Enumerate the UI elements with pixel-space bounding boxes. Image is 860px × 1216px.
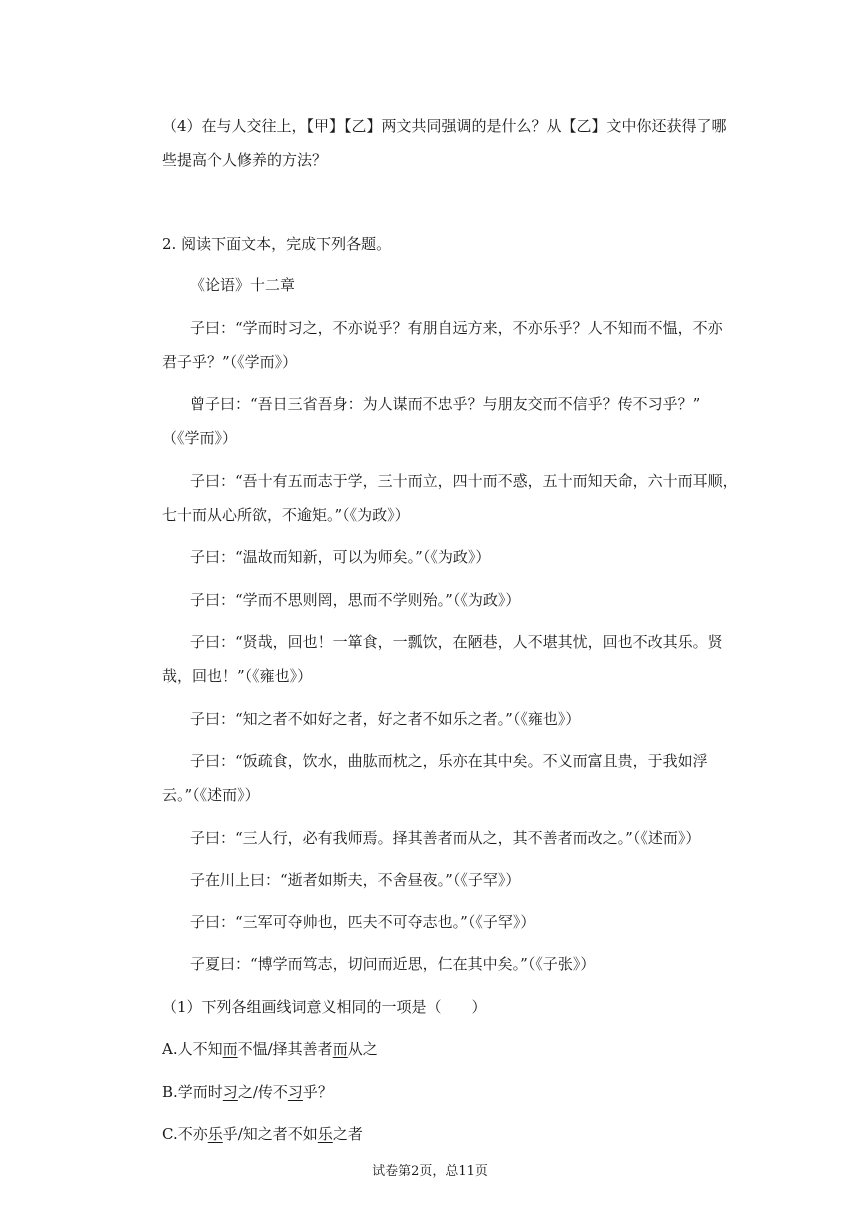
paragraph-8-line-2: 云。”（《述而》）	[162, 786, 260, 804]
paragraph-9: 子曰：“三人行，必有我师焉。择其善者而从之，其不善者而改之。”（《述而》）	[190, 829, 701, 847]
paragraph-5: 子曰：“学而不思则罔，思而不学则殆。”（《为政》）	[190, 591, 521, 609]
paragraph-10: 子在川上曰：“逝者如斯夫，不舍昼夜。”（《子罕》）	[190, 871, 521, 889]
option-a: A.人不知而不愠/择其善者而从之	[162, 1040, 378, 1058]
paragraph-3-line-2: 七十而从心所欲，不逾矩。”（《为政》）	[162, 506, 410, 524]
page-footer: 试卷第2页，总11页	[372, 1164, 488, 1179]
paragraph-4: 子曰：“温故而知新，可以为师矣。”（《为政》）	[190, 548, 491, 566]
question-4-line-2: 些提高个人修养的方法？	[162, 151, 328, 169]
paragraph-6-line-2: 哉，回也！”（《雍也》）	[162, 667, 313, 685]
paragraph-2-line-1: 曾子曰：“吾日三省吾身：为人谋而不忠乎？与朋友交而不信乎？传不习乎？”	[190, 395, 701, 413]
paragraph-3-line-1: 子曰：“吾十有五而志于学，三十而立，四十而不惑，五十而知天命，六十而耳顺，	[190, 472, 738, 490]
paragraph-6-line-1: 子曰：“贤哉，回也！一箪食，一瓢饮，在陋巷，人不堪其忧，回也不改其乐。贤	[190, 633, 723, 651]
paragraph-1-line-2: 君子乎？”（《学而》）	[162, 353, 298, 371]
option-c: C.不亦乐乎/知之者不如乐之者	[162, 1125, 363, 1143]
paragraph-7: 子曰：“知之者不如好之者，好之者不如乐之者。”（《雍也》）	[190, 710, 581, 728]
paragraph-2-line-2: （《学而》）	[162, 429, 238, 447]
question-2-heading: 2. 阅读下面文本，完成下列各题。	[162, 235, 392, 253]
passage-title: 《论语》十二章	[190, 276, 296, 294]
option-b: B.学而时习之/传不习乎？	[162, 1083, 333, 1101]
paragraph-1-line-1: 子曰：“学而时习之，不亦说乎？有朋自远方来，不亦乐乎？人不知而不愠，不亦	[190, 319, 723, 337]
sub-question-1: （1）下列各组画线词意义相同的一项是（ ）	[162, 998, 487, 1016]
paragraph-11: 子曰：“三军可夺帅也，匹夫不可夺志也。”（《子罕》）	[190, 913, 536, 931]
paragraph-8-line-1: 子曰：“饭疏食，饮水，曲肱而枕之，乐亦在其中矣。不义而富且贵，于我如浮	[190, 752, 708, 770]
paragraph-12: 子夏曰：“博学而笃志，切问而近思，仁在其中矣。”（《子张》）	[190, 955, 596, 973]
question-4-line-1: （4）在与人交往上，【甲】【乙】两文共同强调的是什么？从【乙】文中你还获得了哪	[162, 117, 727, 135]
